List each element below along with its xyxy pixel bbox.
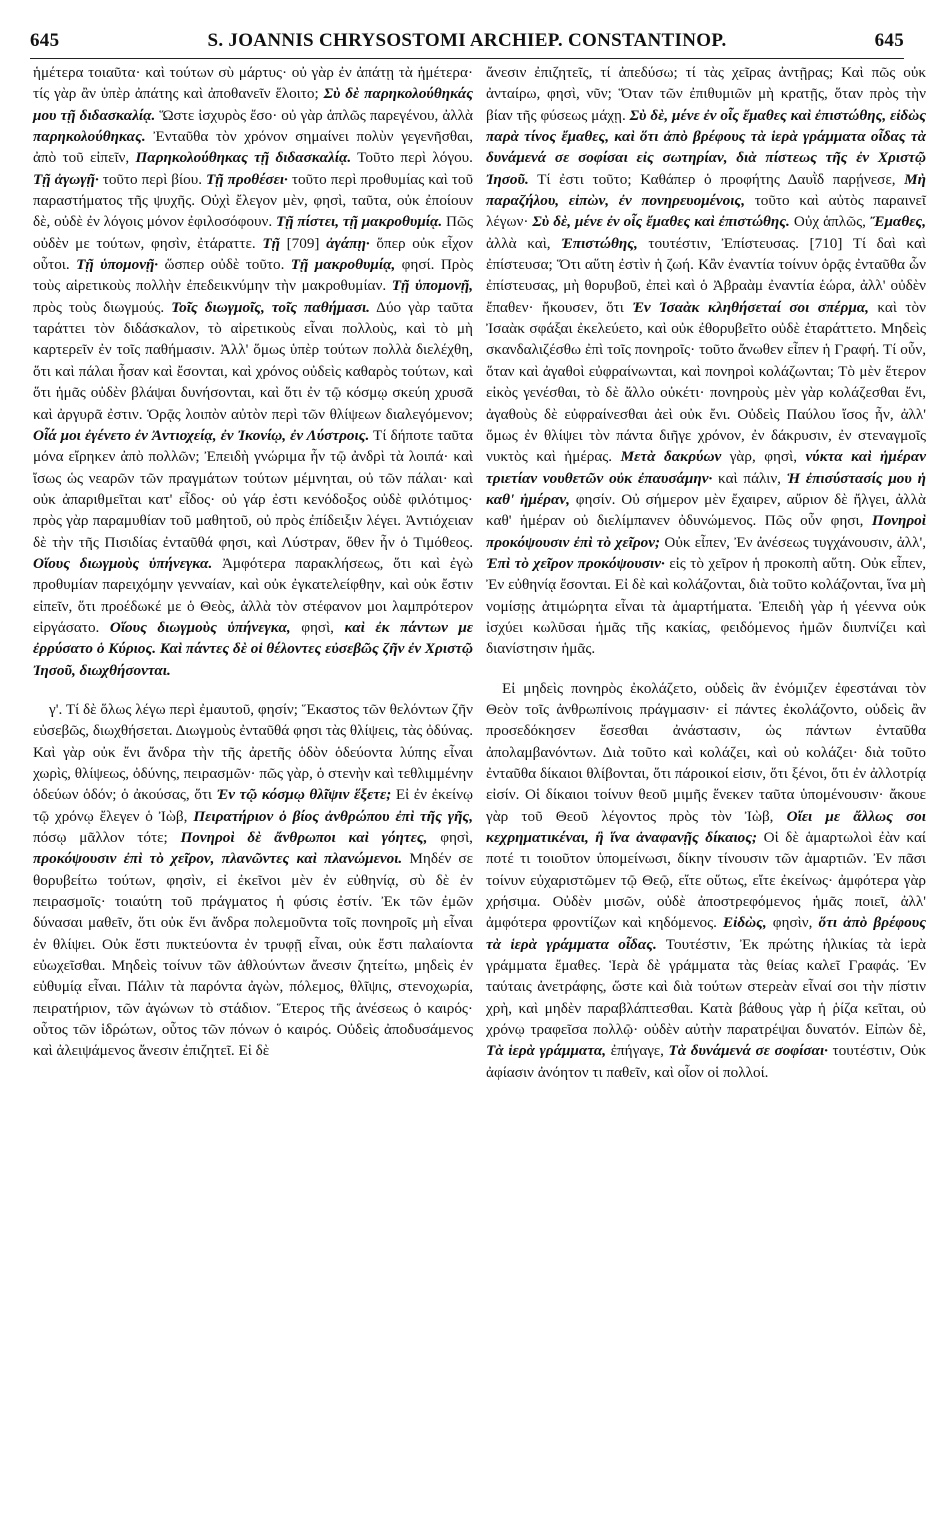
text-run: ἄνεσιν ἐπιζητεῖς, τί ἀπεδύσω; τί τὰς χεῖρας ἀντῇρας; Καὶ πῶς οὐκ ἀνταίρω, φησὶ, νῦν; Ὅταν τῶν ἐπιθυμιῶν μὴ κρατῇς, ὅταν πρὸς τὴν βίαν τῆς φύσεως μάχῃ. xyxy=(486,64,926,124)
quoted-scripture: ἀγάπῃ· xyxy=(326,234,370,252)
text-run: Τοῦτο περὶ λόγου. xyxy=(351,149,473,167)
left-paragraph-1 xyxy=(33,62,473,681)
text-run: ὥσπερ οὐδὲ τοῦτο. xyxy=(158,256,291,274)
quoted-scripture: Τῇ ὑπομονῇ· xyxy=(76,256,159,274)
running-title: S. JOANNIS CHRYSOSTOMI ARCHIEP. CONSTANTINOP. xyxy=(207,30,727,51)
text-run: Οἱ δὲ ἁμαρτωλοὶ ἐὰν καί ποτέ τι τοιοῦτον ὑπομείνωσι, δίκην τίνουσιν τῶν ἁμαρτιῶν. Ἐν πᾶσι τοίνυν εὐχαριστῶμεν τῷ Θεῷ, εἴτε οὕτως, εἴτε ἐκείνως· ἀμφότερα γὰρ χρήσιμα. Οὐδὲν μισῶν, οὐδὲ ἀποστρεφόμενος ἡμᾶς ποιεῖ, ἀλλ' ἀμφότερα φροντίζων καὶ κηδόμενος. xyxy=(486,829,926,932)
quoted-scripture: Ἐν Ἰσαὰκ κληθήσεταί σοι σπέρμα, xyxy=(632,298,869,316)
text-run: ὅπερ οὐκ εἶχον οὗτοι. xyxy=(33,234,473,274)
quoted-scripture: ὅτι ἀπὸ βρέφους τὰ ἱερὰ γράμματα οἶδας. xyxy=(486,914,926,953)
quoted-scripture: Εἰδὼς, xyxy=(723,914,767,932)
quoted-scripture: προκόψουσιν ἐπὶ τὸ χεῖρον, πλανῶντες καὶ πλανώμενοι. xyxy=(33,850,403,868)
quoted-scripture: Ἐπὶ τὸ χεῖρον προκόψουσιν· xyxy=(486,554,665,572)
quoted-scripture: Σὺ δὲ, μένε ἐν οἷς ἔμαθες καὶ ἐπιστώθης, εἰδὼς παρὰ τίνος ἔμαθες, καὶ ὅτι ἀπὸ βρέφους τὰ ἱερὰ γράμματα οἶδας τὰ δυνάμενά σε σοφίσαι εἰς σωτηρίαν, διὰ πίστεως τῆς ἐν Χριστῷ Ἰησοῦ. xyxy=(486,106,927,188)
text-run: πρὸς τοὺς διωγμούς. xyxy=(33,298,172,316)
text-run: Ὥστε ἰσχυρὸς ἔσο· οὐ γὰρ ἁπλῶς παρεγένου, ἀλλὰ xyxy=(155,106,473,124)
quoted-scripture: Οἵους διωγμοὺς ὑπήνεγκα, xyxy=(109,618,291,636)
text-run: Μηδέν σε θορυβείτω τούτων, φησὶν, εἰ ἐκεῖνοι μὲν ἐν εὐθηνίᾳ, σὺ δὲ ἐν πειρασμοῖς· τοιαύτη τοῦ πράγματος ἡ φύσις ἐστίν. Ἐκ τῶν ἐμῶν δύνασαι μαθεῖν, ὅτι οὐκ ἔνι ἄνδρα πολεμοῦντα τοῖς πονηροῖς μὴ εἶναι ἐν θλίψει. Οὐκ ἔστι πυκτεύοντα ἐν τρυφῇ εἶναι, οὐκ ἔστι παλαίοντα εὐωχεῖσθαι. Μηδεὶς τοίνυν τῶν ἀθλούντων ἄνεσιν ζητείτω, μηδεὶς ἐν εὐθυμίᾳ εἶναι. Πάλιν τὰ παρόντα ἀγὼν, πόλεμος, θλῖψις, στενοχωρία, πειρατήριον, τῶν ἀγώνων τὸ στάδιον. Ἕτερος τῆς ἀνέσεως ὁ καιρός· οὗτος τῶν ἱδρώτων, οὗτος τῶν πόνων ὁ καιρός. Οὐδεὶς ἀποδυσάμενος καὶ ἀλειψάμενος ἄνεσιν ἐπιζητεῖ. Εἰ δὲ xyxy=(33,850,473,1060)
text-run: τουτέστιν, Ἐπίστευσας. [710] Τί δαὶ καὶ ἐπίστευσα; Ὅτι αὕτη ἐστὶν ἡ ζωή. Κἂν ἐναντία τοίνυν ὁρᾷς ἐνταῦθα ὧν ἐπίστευσας, μὴ θορυβοῦ, ἐπεὶ καὶ ὁ Ἀβραὰμ ἐναντία ἑώρα, ἀλλ' οὐδὲν ἔπαθεν· ἤκουσεν, ὅτι xyxy=(486,234,926,316)
page-number-left: 645 xyxy=(30,30,60,51)
text-run: φησὶ, xyxy=(427,829,473,847)
text-run: Τί δήποτε ταῦτα μόνα εἴρηκεν ἀπὸ πολλῶν; Ἐπειδὴ γνώριμα ἦν τῷ ἀνδρὶ τὰ λοιπά· καὶ ἴσως ὡς νεαρῶν τῶν πραγμάτων τούτων μέμνηται, οὐ τῶν πάλαι· καὶ οὐκ ἀπαριθμεῖται κατ' εἶδος· οὐ γάρ ἐστι κενόδοξος οὐδὲ φιλότιμος· πρὸς γὰρ παραμυθίαν τοῦ μαθητοῦ, οὐ πρὸς ἐπίδειξιν λέγει. Ἀντιόχειαν δὲ τὴν τῆς Πισιδίας ἐνταῦθά φησι, καὶ Λύστραν, ὅθεν ἦν ὁ Τιμόθεος. xyxy=(33,426,473,551)
text-run: Δύο γὰρ ταῦτα ταράττει τὸν διδάσκαλον, τὸ αἱρετικοὺς εἶναι πολλοὺς, καὶ τὸ μὴ καρτερεῖν ἐν τοῖς παθήμασιν. Ἀλλ' ὅμως ὑπὲρ τούτων πολλὰ διελέχθη, ὅτι καὶ πάλαι ἦσαν καὶ ἔσονται, καὶ χρόνος οὐδεὶς καθαρὸς τούτων, καὶ ὅτι ἡμᾶς οὐδὲν βλάψαι δυνήσονται, καὶ ὅτι ἐν τῷ κόσμῳ σκεύη χρυσᾶ καὶ ἀργυρᾶ ἐστιν. Ὁρᾷς λοιπὸν αὐτὸν περὶ τῶν θλίψεων διαλεγόμενον; xyxy=(33,298,474,423)
quoted-scripture: Οἵους διωγμοὺς ὑπήνεγκα. xyxy=(33,554,213,572)
quoted-scripture: Σὺ δὲ, μένε ἐν οἷς ἔμαθες καὶ ἐπιστώθης. xyxy=(532,213,790,231)
right-paragraph-1 xyxy=(486,62,926,660)
quoted-scripture: νύκτα καὶ ἡμέραν τριετίαν νουθετῶν οὐκ ἐπαυσάμην· xyxy=(486,448,927,487)
quoted-scripture: Πονηροὶ δὲ ἄνθρωποι καὶ γόητες, xyxy=(180,829,428,847)
text-run: τουτέστιν, Οὐκ ἀφίασιν ἀνόητον τι παθεῖν, καὶ οἷον οἱ πολλοί. xyxy=(486,1042,926,1081)
quoted-scripture: Τῇ πίστει, τῇ μακροθυμίᾳ. xyxy=(275,213,443,231)
text-run: φησὶ, xyxy=(290,618,345,636)
quoted-scripture: Τὰ δυνάμενά σε σοφίσαι· xyxy=(668,1042,828,1060)
quoted-scripture: Τὰ ἱερὰ γράμματα, xyxy=(486,1042,607,1060)
quoted-scripture: Μὴ παραζήλου, εἰπὼν, ἐν πονηρευομένοις, xyxy=(486,170,926,210)
quoted-scripture: Πονηροὶ προκόψουσιν ἐπὶ τὸ χεῖρον; xyxy=(486,512,926,551)
text-run: Ἐνταῦθα τὸν χρόνον σημαίνει πολὺν γεγενῆσθαι, ἀπὸ τοῦ εἰπεῖν, xyxy=(33,128,473,167)
quoted-scripture: Τῇ ἀγωγῇ· xyxy=(33,170,99,188)
text-run: Εἰ ἐν ἐκείνῳ τῷ χρόνῳ ἔλεγεν ὁ Ἰὼβ, xyxy=(33,786,473,825)
running-header xyxy=(30,28,904,59)
quoted-scripture: παρηκολούθηκας. xyxy=(33,128,146,146)
text-run: γὰρ, φησὶ, xyxy=(721,448,806,466)
page-number-right: 645 xyxy=(874,30,904,51)
quoted-scripture: Τῇ xyxy=(262,234,280,252)
text-run: τοῦτο περὶ προθυμίας καὶ τοῦ παραστήματος τῆς ψυχῆς. Οὐχὶ ἔλεγον μὲν, φησὶ, ταῦτα, οὐκ ἐποίουν δὲ, οὐδὲ ἐν λόγοις μόνον ἐφιλοσόφουν. xyxy=(33,170,473,231)
text-run: φησί. Πρὸς τοὺς αἱρετικοὺς πολλὴν ἐπεδεικνύμην τὴν μακροθυμίαν. xyxy=(33,256,473,295)
quoted-scripture: Οἷά μοι ἐγένετο ἐν Ἀντιοχείᾳ, ἐν Ἰκονίῳ, ἐν Λύστροις. xyxy=(33,426,370,444)
quoted-scripture: Ἐν τῷ κόσμῳ θλῖψιν ἕξετε; xyxy=(216,786,392,804)
quoted-scripture: Τῇ μακροθυμίᾳ, xyxy=(290,256,396,274)
quoted-scripture: Ἐπιστώθης, xyxy=(561,234,638,252)
quoted-scripture: Τῇ προθέσει· xyxy=(206,170,288,188)
right-paragraph-2 xyxy=(486,678,926,1084)
quoted-scripture: Σὺ δὲ παρηκολούθηκάς μου τῇ διδασκαλίᾳ. xyxy=(33,85,473,124)
text-run: καὶ πάλιν, xyxy=(712,469,787,487)
text-run: τοῦτο περὶ βίου. xyxy=(98,170,207,188)
text-run: Οὐχ ἁπλῶς, xyxy=(789,213,870,231)
text-run: εἰς τὸ χεῖρον ἡ προκοπὴ αὕτη. Οὐκ εἶπεν, Ἐν εὐθηνίᾳ ἔσονται. Εἰ δὲ καὶ κολάζονται, διὰ τοῦτο κολάζονται, ἵνα μὴ νομίσῃς ἀτιμώρητα εἶναι τὰ ἁμαρτήματα. Ἐπειδὴ γὰρ ἡ γέεννα οὐκ ἰσχύει κωλῦσαι ἡμᾶς τῆς κακίας, φειδόμενος ἡμῶν διυπνίζει καὶ διανίστησιν ἡμᾶς. xyxy=(486,554,926,658)
quoted-scripture: Ἡ ἐπισύστασίς μου ἡ καθ' ἡμέραν, xyxy=(486,469,926,508)
quoted-scripture: καὶ ἐκ πάντων με ἐρρύσατο ὁ Κύριος. Καὶ πάντες δὲ οἱ θέλοντες εὐσεβῶς ζῆν ἐν Χριστῷ Ἰησοῦ, διωχθήσονται. xyxy=(33,618,473,679)
text-run: γ'. Τί δὲ ὅλως λέγω περὶ ἐμαυτοῦ, φησίν; Ἕκαστος τῶν θελόντων ζῆν εὐσεβῶς, διωχθήσεται. Διωγμοὺς ἐνταῦθά φησι τὰς θλίψεις, τὰς ὀδύνας. Καὶ γὰρ οὐκ ἔνι ἄνδρα τὴν τῆς ἀρετῆς ὁδὸν ὁδεύοντα λύπης εἶναι χωρὶς, θλίψεως, ὀδύνης, πειρασμῶν· πῶς γὰρ, ὁ στενὴν καὶ τεθλιμμένην ὁδεύων ὁδόν; ὁ ἀκούσας, ὅτι xyxy=(33,700,473,804)
left-column xyxy=(33,62,473,1062)
text-run: [709] xyxy=(279,234,327,252)
text-run: Οὐκ εἶπεν, Ἐν ἀνέσεως τυγχάνουσιν, ἀλλ', xyxy=(660,533,927,551)
quoted-scripture: Ἔμαθες, xyxy=(869,213,926,231)
text-run: ἡμέτερα τοιαῦτα· καὶ τούτων σὺ μάρτυς· οὐ γὰρ ἐν ἀπάτῃ τὰ ἡμέτερα· τίς γὰρ ἂν ὑπὲρ ἀπάτης καὶ ἀποθανεῖν ἕλοιτο; xyxy=(33,64,473,103)
text-run: Εἰ μηδεὶς πονηρὸς ἐκολάζετο, οὐδεὶς ἂν ἐνόμιζεν ἐφεστάναι τὸν Θεὸν τοῖς ἀνθρωπίνοις πράγμασιν· εἰ πάντες ἐκολάζοντο, οὐδεὶς ἂν προσεδόκησεν ἔσεσθαι ἀνάστασιν, ὡς πάντων ἐνταῦθα ἀπολαμβανόντων. Διὰ τοῦτο καὶ κολάζει, καὶ οὐ κολάζει· διὰ τοῦτο ἐνταῦθα δίκαιοι θλίβονται, ὅτι πάροικοί εἰσιν, ὅτι ξένοι, ὅτι ἐν ἀλλοτρίᾳ εἰσίν. Οἱ δίκαιοι τοίνυν θεοῦ μιμῆς ἕνεκεν ταῦτα ὑπομένουσιν· ἄκουε γὰρ τοῦ Θεοῦ λέγοντος πρὸς τὸν Ἰὼβ, xyxy=(486,679,926,825)
left-paragraph-2 xyxy=(33,699,473,1062)
right-column xyxy=(486,62,926,1083)
text-run: φησίν. Οὐ σήμερον μὲν ἔχαιρεν, αὔριον δὲ ἤλγει, ἀλλὰ καθ' ἡμέραν οὐ διελίμπανεν ὀδυνώμενος. Πῶς οὖν φησι, xyxy=(486,490,926,530)
quoted-scripture: Τῇ ὑπομονῇ, xyxy=(391,277,473,295)
text-run: Ἀμφότερα παρακλήσεως, ὅτι καὶ ἐγὼ προθυμίαν παρειχόμην γενναίαν, καὶ οὐκ ἐγκατελείφθην, καὶ οὐκ ἔστιν εἰπεῖν, ὅτι προέδωκέ με ὁ Θεὸς, ἀλλὰ τὸν στέφανον μοι λαμπρότερον εἰργάσατο. xyxy=(33,554,473,636)
text-run: Πῶς οὐδὲν με τούτων, φησὶν, ἐτάραττε. xyxy=(33,213,473,252)
text-run: καὶ τὸν Ἰσαὰκ σφάξαι ἐκελεύετο, καὶ οὐκ ἐθορυβεῖτο οὐδὲ ἐταράττετο. Μηδεὶς σκανδαλιζέσθω ἐπὶ τοῖς πονηροῖς· τοῦτο ἄνωθεν εἶπεν ἡ Γραφή. Τί οὖν, ὅταν καὶ ἀγαθοὶ εὐφραίνωνται, καὶ πονηροὶ κολάζωνται; Τὸ μὲν ἕτερον εἰκὸς γενέσθαι, τὸ δὲ ἄλλο οὐκέτι· πονηροὺς μὲν γὰρ κολάζεσθαι ἔνι, ἀγαθοὺς δὲ εὐφραίνεσθαι ἀεὶ οὐκ ἔνι. Οὐδεὶς Παύλου ἴσος ἦν, ἀλλ' ὅμως ἐν θλίψει τὸν πάντα διῆγε χρόνον, ἐν δάκρυσιν, ἐν στεναγμοῖς νυκτὸς καὶ ἡμέρας. xyxy=(486,298,926,466)
quoted-scripture: Μετὰ δακρύων xyxy=(620,448,722,466)
quoted-scripture: Παρηκολούθηκας τῇ διδασκαλίᾳ. xyxy=(135,149,352,167)
quoted-scripture: Πειρατήριον ὁ βίος ἀνθρώπου ἐπὶ τῆς γῆς, xyxy=(193,807,474,825)
text-run: πόσῳ μᾶλλον τότε; xyxy=(33,829,181,847)
text-run: ἀλλὰ καὶ, xyxy=(486,234,562,252)
quoted-scripture: Οἴει με ἄλλως σοι κεχρηματικέναι, ἢ ἵνα ἀναφανῇς δίκαιος; xyxy=(486,807,926,847)
text-run: φησὶν, xyxy=(766,914,819,932)
text-run: ἐπήγαγε, xyxy=(606,1042,669,1060)
text-run: Τουτέστιν, Ἐκ πρώτης ἡλικίας τὰ ἱερὰ γράμματα ἔμαθες. Ἱερὰ δὲ γράμματα τὰς θείας καλεῖ Γραφάς. Ἐν ταύταις ἀνετράφης, ὥστε καὶ διὰ τούτων στερεὰν εἶναί σοι τὴν πίστιν χρὴ, καὶ μηδὲν παραβλάπτεσθαι. Κατὰ βάθους γὰρ ἡ ῥίζα κεῖται, οὐ χρόνῳ τραφεῖσα πολλῷ· οὐδὲν αὐτὴν παρατρέψαι δυνατόν. Εἰπὼν δὲ, xyxy=(486,935,926,1039)
quoted-scripture: Τοῖς διωγμοῖς, τοῖς παθήμασι. xyxy=(171,298,370,316)
text-run: Τί ἐστι τοῦτο; Καθάπερ ὁ προφήτης Δαυῒδ παρῄνεσε, xyxy=(528,170,905,188)
text-run: τοῦτο καὶ αὐτὸς παραινεῖ λέγων· xyxy=(486,192,926,231)
